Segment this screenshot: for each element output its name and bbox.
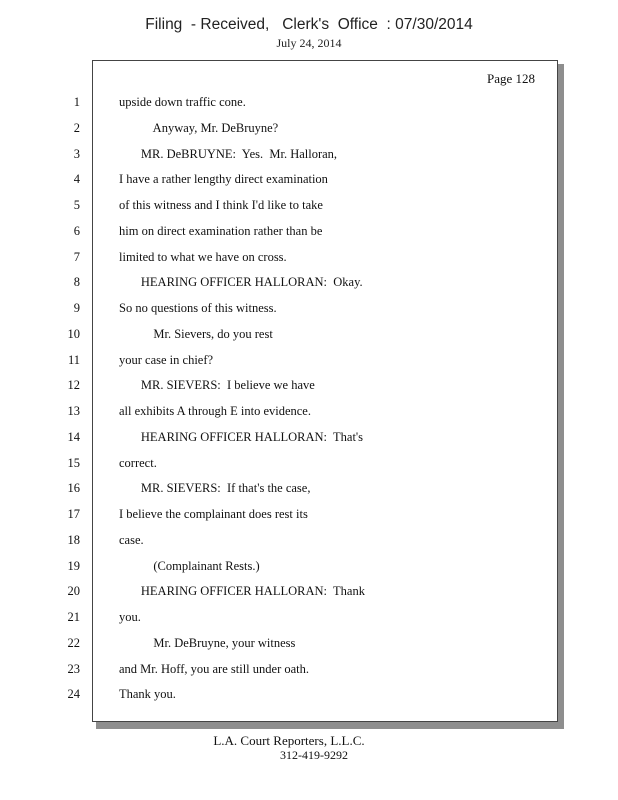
- transcript-line: your case in chief?: [119, 353, 214, 367]
- footer-company: L.A. Court Reporters, L.L.C.: [213, 733, 365, 748]
- line-number: 15: [67, 456, 80, 470]
- line-number: 23: [67, 662, 80, 676]
- transcript-line: HEARING OFFICER HALLORAN: Thank: [119, 584, 365, 598]
- transcript-line: Thank you.: [119, 687, 176, 701]
- transcript-line: all exhibits A through E into evidence.: [119, 404, 311, 418]
- line-number: 21: [67, 610, 80, 624]
- transcript-line: I have a rather lengthy direct examination: [119, 172, 328, 186]
- transcript-line: Mr. Sievers, do you rest: [119, 327, 273, 341]
- line-number: 10: [67, 327, 80, 341]
- transcript-line: limited to what we have on cross.: [119, 250, 287, 264]
- line-number: 5: [73, 198, 80, 212]
- transcript-line: HEARING OFFICER HALLORAN: That's: [119, 430, 364, 444]
- transcript-line: MR. SIEVERS: I believe we have: [119, 378, 315, 392]
- line-number: 14: [67, 430, 80, 444]
- line-number: 7: [73, 250, 80, 264]
- line-number: 24: [67, 687, 80, 701]
- line-number: 2: [73, 121, 80, 135]
- line-number: 1: [73, 95, 80, 109]
- transcript-line: HEARING OFFICER HALLORAN: Okay.: [119, 275, 363, 289]
- transcript-line: you.: [119, 610, 141, 624]
- line-number: 22: [67, 636, 80, 650]
- line-number: 3: [73, 147, 80, 161]
- line-number: 8: [73, 275, 80, 289]
- filing-stamp: Filing - Received, Clerk's Office : 07/30/2014: [145, 16, 473, 33]
- line-number: 17: [67, 507, 80, 521]
- page-number: Page 128: [486, 71, 535, 86]
- transcript-line: MR. DeBRUYNE: Yes. Mr. Halloran,: [119, 147, 338, 161]
- line-number: 4: [73, 172, 80, 186]
- line-number: 20: [67, 584, 80, 598]
- line-number: 6: [73, 224, 80, 238]
- transcript-line: him on direct examination rather than be: [119, 224, 323, 238]
- transcript-line: correct.: [119, 456, 157, 470]
- transcript-line: Mr. DeBruyne, your witness: [119, 636, 296, 650]
- transcript-line: upside down traffic cone.: [119, 95, 246, 109]
- transcript-line: I believe the complainant does rest its: [119, 507, 308, 521]
- transcript-line: case.: [119, 533, 144, 547]
- line-number: 19: [67, 559, 80, 573]
- line-number: 13: [67, 404, 80, 418]
- transcript-line: (Complainant Rests.): [119, 559, 260, 573]
- transcript-line: and Mr. Hoff, you are still under oath.: [119, 662, 310, 676]
- transcript-line: So no questions of this witness.: [119, 301, 277, 315]
- footer-phone: 312-419-9292: [280, 748, 348, 762]
- line-number: 18: [67, 533, 80, 547]
- transcript-line: MR. SIEVERS: If that's the case,: [119, 481, 311, 495]
- line-number: 11: [67, 353, 80, 367]
- line-number: 9: [73, 301, 80, 315]
- line-number: 16: [67, 481, 80, 495]
- line-number: 12: [67, 378, 80, 392]
- transcript-date: July 24, 2014: [276, 36, 342, 50]
- transcript-line: of this witness and I think I'd like to take: [119, 198, 323, 212]
- transcript-line: Anyway, Mr. DeBruyne?: [119, 121, 279, 135]
